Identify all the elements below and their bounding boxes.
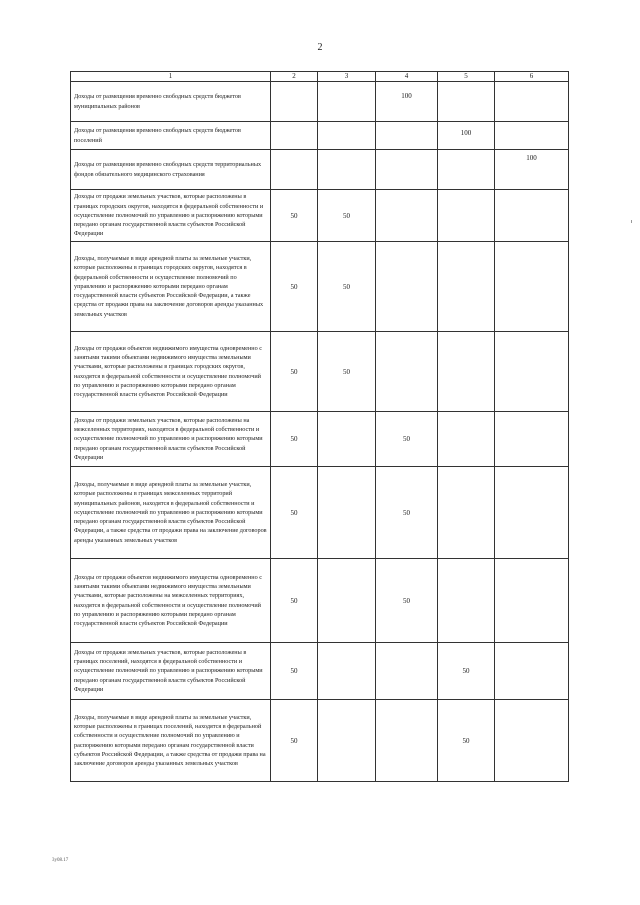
- row-description: Доходы от продажи объектов недвижимого имущества одновременно с занятыми такими объектами недвижимого имущества земельными участками, которые расположены в границах городских округов, находятся в федеральной собственности и осуществление полномочий по управлению и распоряжению которыми передано органам государственной власти субъектов Российской Федерации: [71, 332, 271, 412]
- value-cell: [376, 332, 438, 412]
- value-cell: [271, 150, 318, 190]
- value-cell: 50: [271, 412, 318, 467]
- value-cell: [376, 190, 438, 242]
- row-description: Доходы, получаемые в виде арендной платы за земельные участки, которые расположены в границах городских округов, находятся в федеральной собственности и осуществление полномочий по управлению и распоряжению которыми передано органам государственной власти субъектов Российской Федерации, а также средства от продажи права на заключение договоров аренды указанных земельных участков: [71, 242, 271, 332]
- table-row: [71, 82, 569, 122]
- value-cell: 50: [271, 700, 318, 782]
- value-cell: 50: [376, 559, 438, 643]
- value-cell: [495, 190, 569, 242]
- table-row: [71, 467, 569, 559]
- value-cell: [318, 122, 376, 150]
- value-cell: [495, 467, 569, 559]
- table-row: [71, 242, 569, 332]
- value-cell: [438, 82, 495, 122]
- value-cell: 50: [271, 242, 318, 332]
- scan-edge-mark: [631, 220, 632, 223]
- column-header: 3: [318, 72, 376, 82]
- value-cell: 50: [376, 467, 438, 559]
- value-cell: [438, 412, 495, 467]
- value-cell: 50: [271, 643, 318, 700]
- table-row: [71, 332, 569, 412]
- column-header: 6: [495, 72, 569, 82]
- table-row: [71, 559, 569, 643]
- value-cell: 50: [271, 559, 318, 643]
- value-cell: [318, 700, 376, 782]
- value-cell: [495, 332, 569, 412]
- value-cell: [376, 643, 438, 700]
- table-row: [71, 190, 569, 242]
- value-cell: [495, 122, 569, 150]
- value-cell: 50: [271, 332, 318, 412]
- value-cell: [318, 150, 376, 190]
- value-cell: 50: [318, 190, 376, 242]
- column-header: 4: [376, 72, 438, 82]
- table-row: [71, 643, 569, 700]
- value-cell: [318, 82, 376, 122]
- column-header: 5: [438, 72, 495, 82]
- value-cell: 50: [438, 700, 495, 782]
- value-cell: [318, 412, 376, 467]
- row-description: Доходы от размещения временно свободных средств бюджетов муниципальных районов: [71, 82, 271, 122]
- row-description: Доходы от продажи объектов недвижимого имущества одновременно с занятыми такими объектами недвижимого имущества земельными участками, которые расположены на межселенных территориях, находятся в федеральной собственности и осуществление полномочий по управлению и распоряжению которыми передано органам государственной власти субъектов Российской Федерации: [71, 559, 271, 643]
- value-cell: [438, 467, 495, 559]
- value-cell: 50: [271, 467, 318, 559]
- value-cell: 50: [376, 412, 438, 467]
- value-cell: 100: [376, 82, 438, 122]
- value-cell: 100: [438, 122, 495, 150]
- table-row: [71, 700, 569, 782]
- row-description: Доходы от продажи земельных участков, которые расположены в границах городских округов, находятся в федеральной собственности и осуществление полномочий по управлению и распоряжению которыми передано органам государственной власти субъектов Российской Федерации: [71, 190, 271, 242]
- footer-code: 3у08.17: [52, 858, 69, 863]
- revenue-distribution-table: [70, 71, 569, 782]
- value-cell: [495, 412, 569, 467]
- value-cell: [271, 122, 318, 150]
- row-description: Доходы, получаемые в виде арендной платы за земельные участки, которые расположены в границах поселений, находятся в федеральной собственности и осуществление полномочий по управлению и распоряжению которыми передано органам государственной власти субъектов Российской Федерации, а также средства от продажи права на заключение договоров аренды указанных земельных участков: [71, 700, 271, 782]
- value-cell: [438, 332, 495, 412]
- value-cell: 50: [318, 242, 376, 332]
- row-description: Доходы, получаемые в виде арендной платы за земельные участки, которые расположены в границах межселенных территорий муниципальных районов, находятся в федеральной собственности и осуществление полномочий по управлению и распоряжению которыми передано органам государственной власти субъектов Российской Федерации, а также средства от продажи права на заключение договоров аренды указанных земельных участков: [71, 467, 271, 559]
- value-cell: [376, 700, 438, 782]
- value-cell: [495, 643, 569, 700]
- value-cell: [438, 242, 495, 332]
- value-cell: 50: [271, 190, 318, 242]
- value-cell: [318, 559, 376, 643]
- value-cell: [271, 82, 318, 122]
- value-cell: [495, 242, 569, 332]
- row-description: Доходы от размещения временно свободных средств территориальных фондов обязательного медицинского страхования: [71, 150, 271, 190]
- column-header: 1: [71, 72, 271, 82]
- value-cell: [376, 122, 438, 150]
- table-row: [71, 412, 569, 467]
- value-cell: [438, 559, 495, 643]
- value-cell: 100: [495, 150, 569, 190]
- row-description: Доходы от продажи земельных участков, которые расположены на межселенных территориях, находятся в федеральной собственности и осуществление полномочий по управлению и распоряжению которыми передано органам государственной власти субъектов Российской Федерации: [71, 412, 271, 467]
- value-cell: [318, 643, 376, 700]
- column-header: 2: [271, 72, 318, 82]
- row-description: Доходы от продажи земельных участков, которые расположены в границах поселений, находятся в федеральной собственности и осуществление полномочий по управлению и распоряжению которыми передано органам государственной власти субъектов Российской Федерации: [71, 643, 271, 700]
- page-number: 2: [317, 42, 323, 53]
- value-cell: [376, 150, 438, 190]
- value-cell: [318, 467, 376, 559]
- value-cell: [495, 700, 569, 782]
- value-cell: [438, 150, 495, 190]
- row-description: Доходы от размещения временно свободных средств бюджетов поселений: [71, 122, 271, 150]
- value-cell: [376, 242, 438, 332]
- table-header-row: [71, 72, 569, 82]
- value-cell: 50: [318, 332, 376, 412]
- table-row: [71, 150, 569, 190]
- value-cell: 50: [438, 643, 495, 700]
- value-cell: [495, 82, 569, 122]
- value-cell: [495, 559, 569, 643]
- value-cell: [438, 190, 495, 242]
- table-row: [71, 122, 569, 150]
